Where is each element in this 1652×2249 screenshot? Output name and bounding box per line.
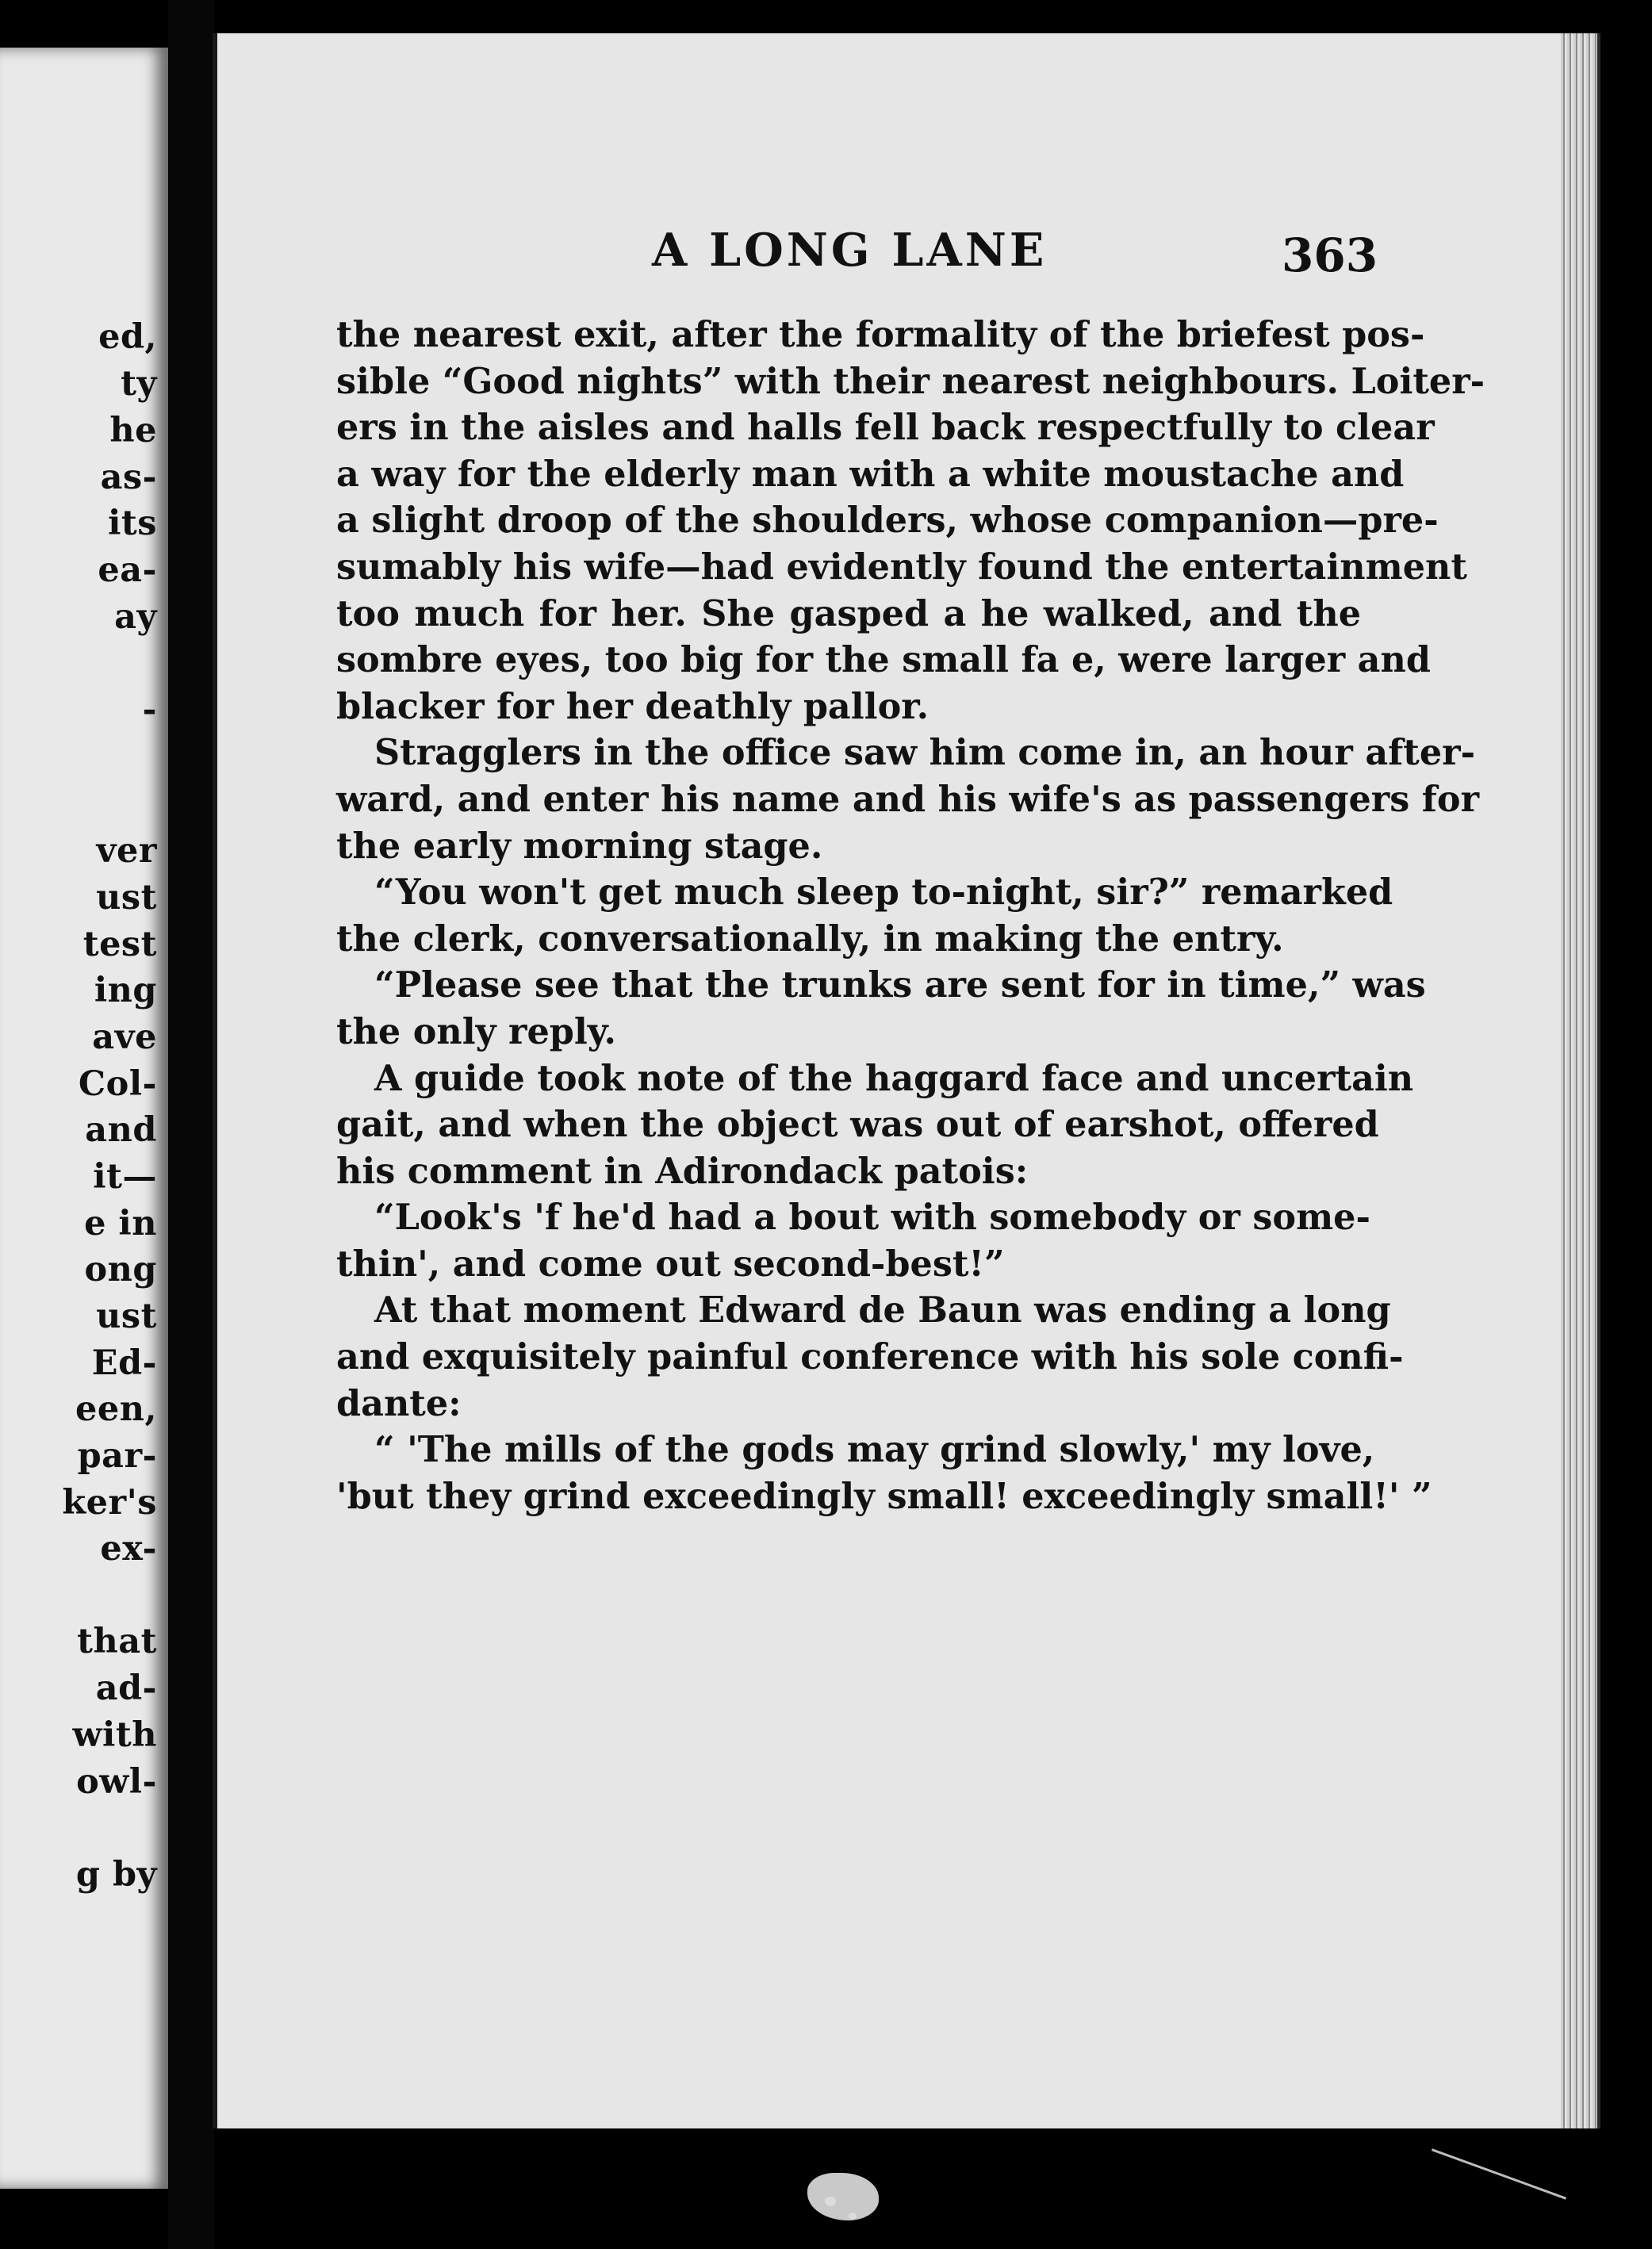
- text-line: sumably his wife—had evidently found the entertainment: [336, 546, 1467, 588]
- text-line: A guide took note of the haggard face and uncertain: [374, 1057, 1414, 1099]
- running-head: A LONG LANE: [652, 224, 1048, 277]
- body-text: [336, 312, 1485, 1519]
- left-page-line: ed,: [98, 317, 157, 357]
- text-line: “ 'The mills of the gods may grind slowly,' my love,: [374, 1429, 1375, 1471]
- text-line: Stragglers in the office saw him come in, an hour after-: [374, 732, 1476, 774]
- text-line: thin', and come out second-best!”: [336, 1243, 1005, 1285]
- left-page-line: its: [108, 504, 157, 543]
- text-line: blacker for her deathly pallor.: [336, 685, 929, 727]
- left-page-line: ex-: [100, 1529, 157, 1569]
- left-page-line: that: [77, 1622, 157, 1661]
- left-page-line: g by: [75, 1855, 157, 1895]
- left-page-line: -: [142, 690, 157, 730]
- text-line: gait, and when the object was out of earshot, offered: [336, 1104, 1379, 1146]
- left-page-line: par-: [77, 1436, 157, 1476]
- left-page-line: ave: [92, 1017, 157, 1057]
- left-page-line: test: [82, 925, 157, 964]
- text-line: and exquisitely painful conference with his sole confi-: [336, 1336, 1404, 1378]
- text-line: the nearest exit, after the formality of the briefest pos-: [336, 314, 1425, 355]
- text-line: “Please see that the trunks are sent for in time,” was: [374, 964, 1426, 1006]
- scan-scratch: [1432, 2148, 1566, 2199]
- left-page-line: ust: [96, 1297, 157, 1336]
- left-page-line: ver: [96, 831, 157, 871]
- left-page-line: Ed-: [91, 1343, 157, 1383]
- left-page-line: ty: [121, 364, 157, 404]
- left-page-line: ad-: [95, 1669, 157, 1708]
- text-line: At that moment Edward de Baun was ending a long: [374, 1289, 1391, 1331]
- text-line: the only reply.: [336, 1010, 617, 1052]
- torn-paper-fragment: [807, 2173, 879, 2220]
- paper-speck: [849, 2213, 857, 2220]
- text-line: a slight droop of the shoulders, whose companion—pre-: [336, 500, 1439, 542]
- left-page-line: ea-: [98, 550, 157, 590]
- text-line: 'but they grind exceedingly small! exceedingly small!' ”: [336, 1475, 1432, 1517]
- text-line: “Look's 'f he'd had a bout with somebody or some-: [374, 1197, 1370, 1239]
- left-facing-page: [0, 48, 168, 2189]
- left-page-line: and: [85, 1110, 157, 1150]
- page-number: 363: [1282, 228, 1378, 282]
- text-line: his comment in Adirondack patois:: [336, 1150, 1029, 1192]
- left-page-line: e in: [84, 1204, 157, 1243]
- left-page-line: ker's: [62, 1483, 157, 1523]
- text-line: a way for the elderly man with a white moustache and: [336, 453, 1405, 495]
- text-line: “You won't get much sleep to-night, sir?” remarked: [374, 872, 1393, 914]
- text-line: sombre eyes, too big for the small fa e, were larger and: [336, 639, 1431, 681]
- book-gutter: [168, 0, 214, 2249]
- left-page-line: he: [109, 411, 157, 450]
- left-page-line: owl-: [76, 1762, 157, 1802]
- left-page-line: ay: [114, 597, 157, 637]
- left-page-line: as-: [100, 458, 157, 497]
- left-page-line: it—: [93, 1157, 157, 1197]
- left-page-line: with: [72, 1715, 157, 1755]
- left-page-line: ust: [96, 878, 157, 918]
- text-line: ward, and enter his name and his wife's as passengers for: [336, 778, 1480, 820]
- left-page-line: een,: [75, 1389, 157, 1429]
- text-line: dante:: [336, 1382, 462, 1424]
- page-edge: [1561, 33, 1600, 2128]
- text-line: too much for her. She gasped a he walked, and the: [336, 592, 1361, 634]
- text-line: the clerk, conversationally, in making the entry.: [336, 918, 1284, 960]
- paper-speck: [825, 2197, 836, 2206]
- text-line: sible “Good nights” with their nearest neighbours. Loiter-: [336, 360, 1485, 402]
- text-line: the early morning stage.: [336, 825, 823, 867]
- left-page-line: ing: [94, 971, 157, 1010]
- left-page-line: ong: [84, 1250, 157, 1289]
- left-page-line: Col-: [78, 1064, 157, 1104]
- text-line: ers in the aisles and halls fell back respectfully to clear: [336, 407, 1435, 449]
